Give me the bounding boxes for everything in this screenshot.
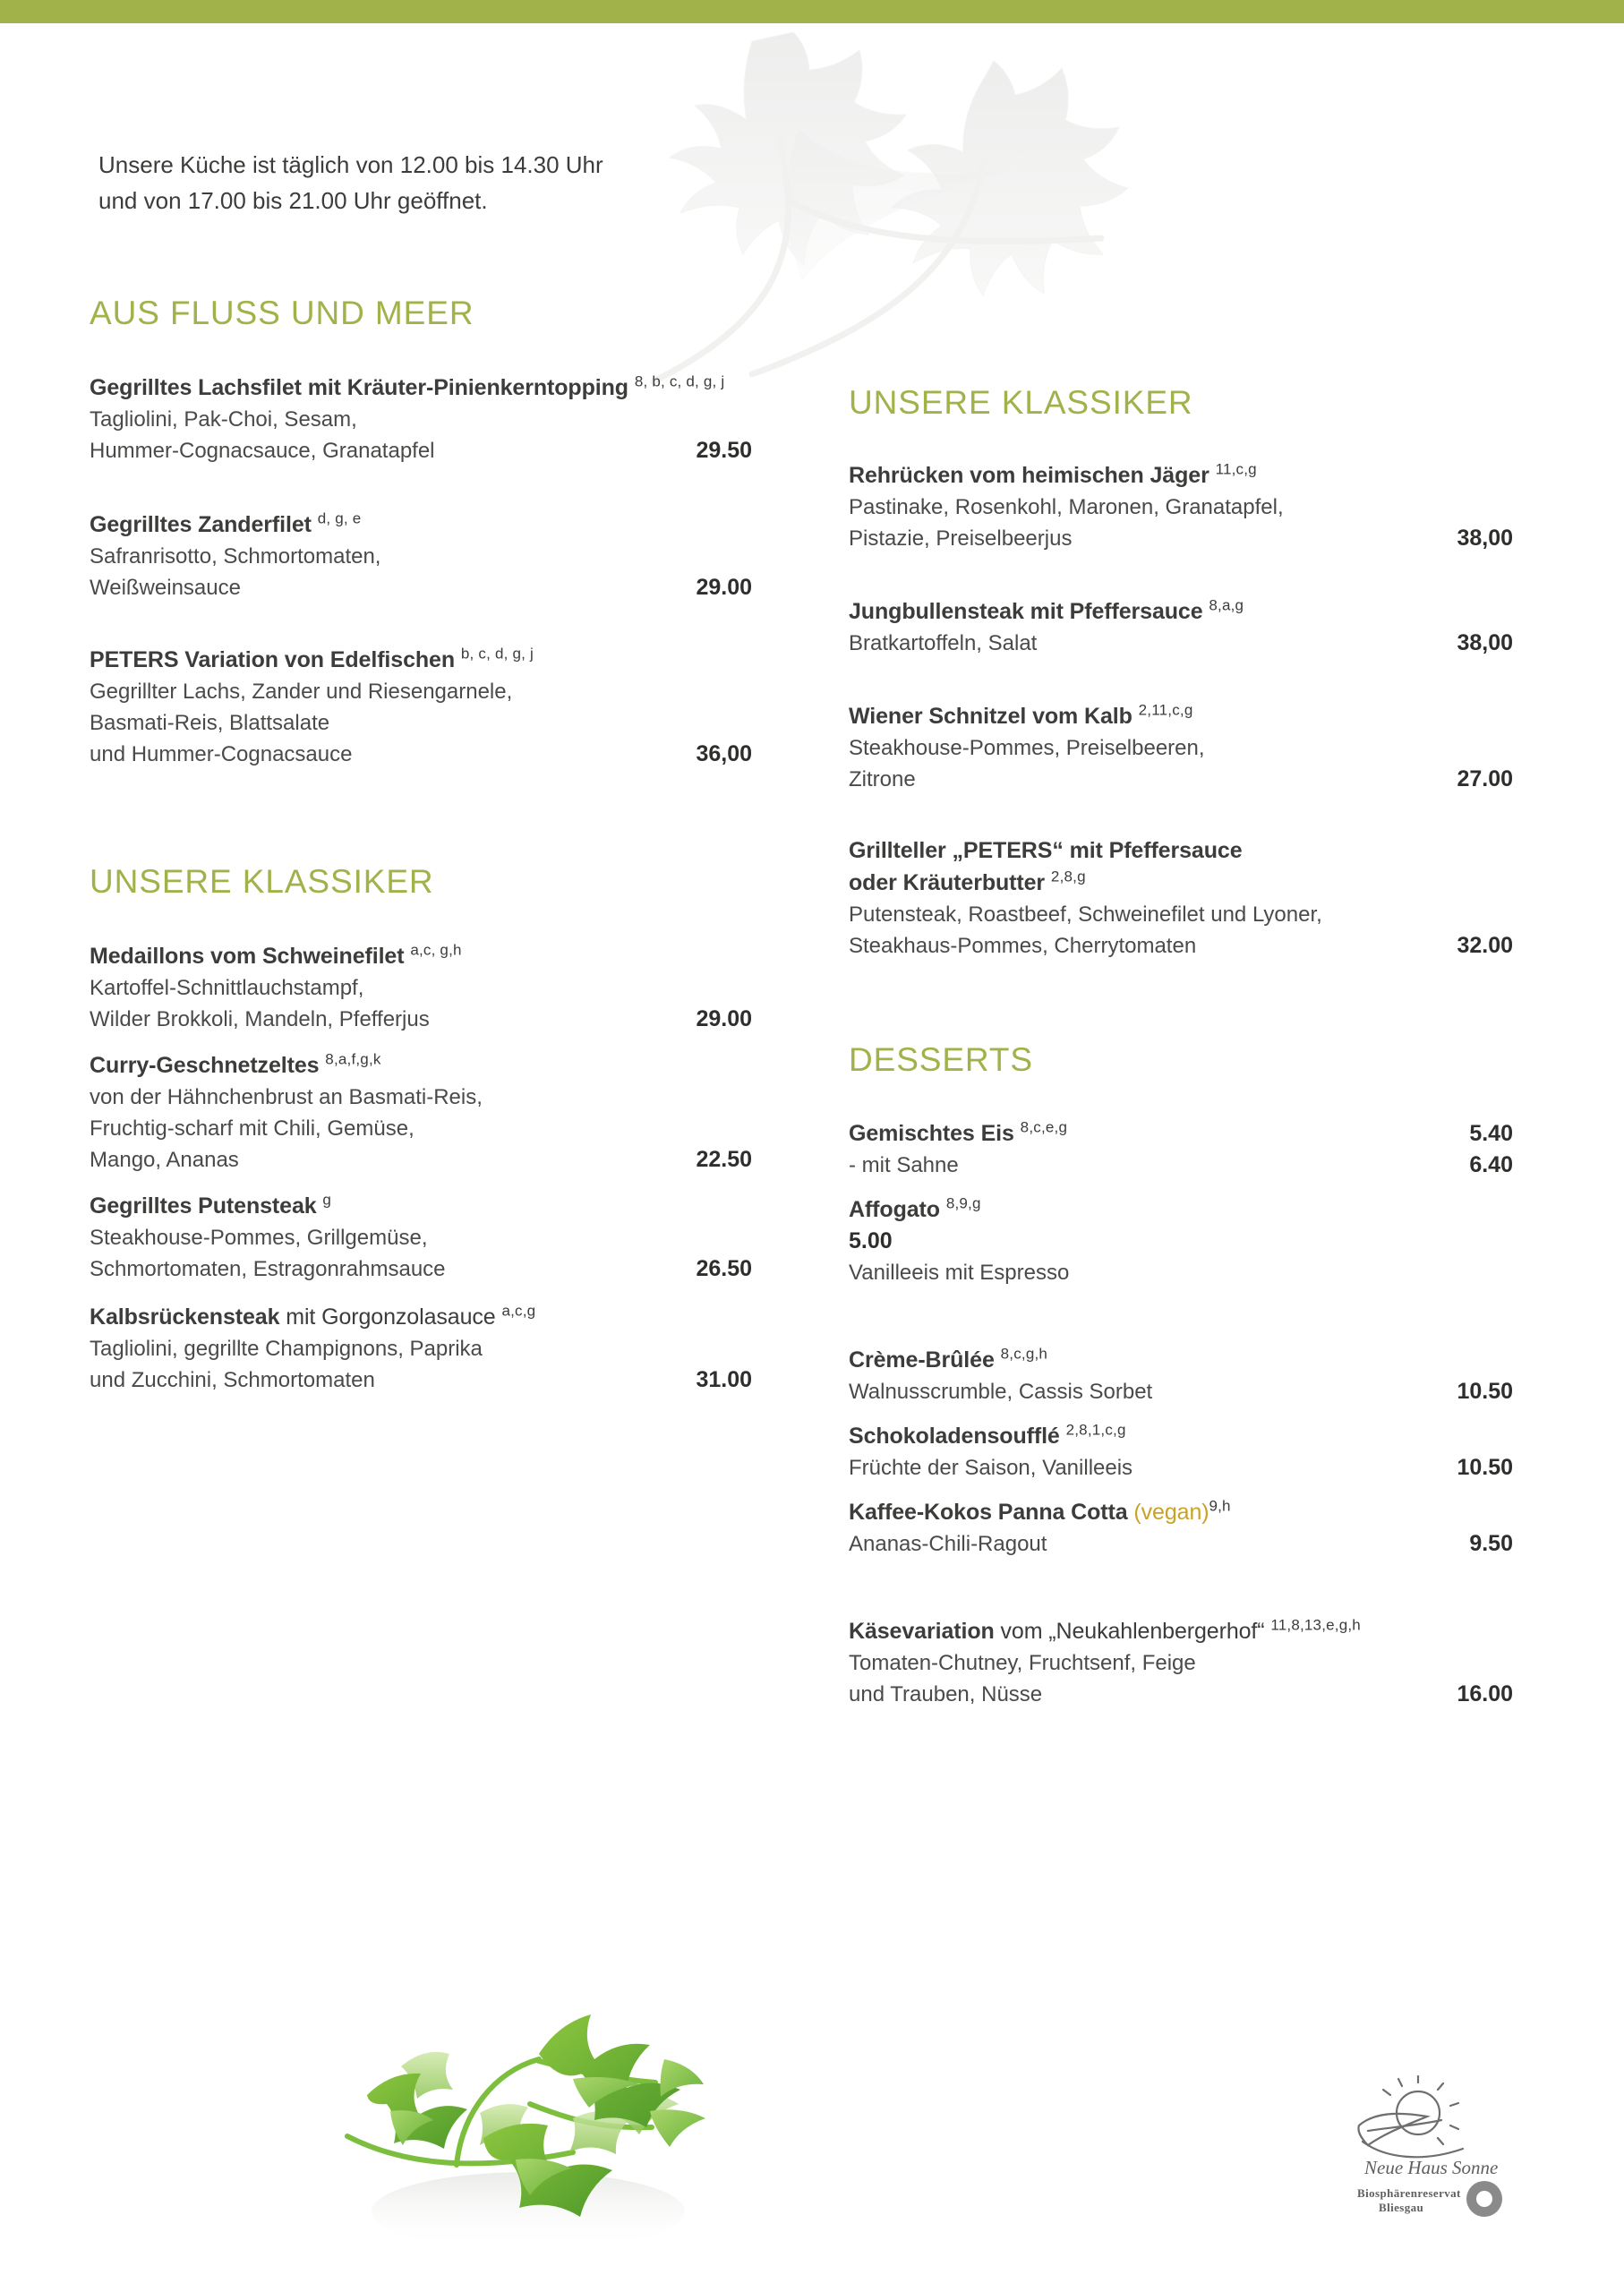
menu-item: [90, 509, 752, 603]
allergen-codes: 8,a,g: [1209, 596, 1244, 614]
menu-item: [849, 834, 1513, 962]
dish-price: 29.00: [696, 1006, 752, 1032]
dish-name: Kaffee-Kokos Panna Cotta: [849, 1500, 1128, 1526]
allergen-codes: 2,8,1,c,g: [1065, 1422, 1126, 1440]
dish-name: Jungbullensteak mit Pfeffersauce: [849, 598, 1203, 624]
dish-description-line: Tagliolini, Pak-Choi, Sesam,: [90, 406, 357, 432]
dish-description-line: Steakhaus-Pommes, Cherrytomaten: [849, 933, 1197, 958]
dish-name: Schokoladensoufflé: [849, 1424, 1060, 1450]
dish-name: Kalbsrückensteak: [90, 1304, 280, 1330]
dish-description-line: Tagliolini, gegrillte Champignons, Paprika: [90, 1337, 483, 1362]
section-heading-desserts: DESSERTS: [849, 1040, 1033, 1078]
dish-title: [90, 372, 752, 404]
biosphere-reserve-logo: [1341, 2075, 1511, 2228]
dish-description-line: und Zucchini, Schmortomaten: [90, 1368, 375, 1393]
dish-price: 5.00: [849, 1228, 893, 1254]
dish-title: [849, 1615, 1513, 1647]
dish-price: 10.50: [1457, 1379, 1513, 1405]
dish-title: [849, 834, 1513, 867]
dish-price: 26.50: [696, 1256, 752, 1282]
menu-item: [849, 1420, 1513, 1484]
dish-description-line: und Trauben, Nüsse: [849, 1682, 1043, 1707]
dish-price: 27.00: [1457, 765, 1513, 791]
allergen-codes: 8,c,e,g: [1020, 1119, 1068, 1137]
allergen-codes: b, c, d, g, j: [460, 645, 534, 663]
dish-title: [90, 1049, 752, 1082]
opening-hours-line-2: und von 17.00 bis 21.00 Uhr geöffnet.: [98, 187, 488, 214]
dish-price: 22.50: [696, 1147, 752, 1173]
dish-price: 38,00: [1457, 525, 1513, 551]
dish-name: PETERS Variation von Edelfischen: [90, 646, 456, 672]
dish-description-line: Basmati-Reis, Blattsalate: [90, 710, 330, 735]
dish-description-line: Bratkartoffeln, Salat: [849, 630, 1038, 655]
dish-price: 38,00: [1457, 629, 1513, 655]
dish-title: [90, 940, 752, 972]
dish-price: 5.40: [1469, 1121, 1513, 1147]
dish-name: Affogato: [849, 1197, 940, 1223]
dish-price: 32.00: [1457, 932, 1513, 958]
dish-name-suffix: mit Gorgonzolasauce: [279, 1304, 496, 1330]
dish-title: [849, 1496, 1513, 1528]
menu-item: [90, 644, 752, 770]
menu-item: [849, 595, 1513, 659]
dish-description-line: Mango, Ananas: [90, 1148, 239, 1173]
dish-price: 16.00: [1457, 1681, 1513, 1707]
dish-title: [90, 644, 752, 676]
dish-price: 31.00: [696, 1367, 752, 1393]
section-heading-aus-fluss-und-meer: AUS FLUSS UND MEER: [90, 295, 474, 331]
opening-hours-line-1: Unsere Küche ist täglich von 12.00 bis 14.30 Uhr: [98, 151, 603, 178]
menu-item: [849, 1117, 1513, 1181]
menu-item: [849, 1344, 1513, 1407]
parsley-illustration: [304, 1961, 725, 2265]
dish-name-continuation: oder Kräuterbutter: [849, 869, 1046, 895]
left-column: [90, 295, 752, 1396]
dish-name: Wiener Schnitzel vom Kalb: [849, 703, 1133, 729]
dish-title: [90, 1190, 752, 1222]
allergen-codes: 8,9,g: [945, 1195, 981, 1213]
vegan-badge: (vegan): [1133, 1500, 1209, 1526]
dish-title: [849, 1117, 1380, 1150]
dish-title: [90, 1301, 752, 1333]
section-heading-unsere-klassiker-right: UNSERE KLASSIKER: [849, 384, 1193, 421]
dish-name: Grillteller „PETERS“ mit Pfeffersauce: [849, 837, 1243, 863]
dish-description-line: Weißweinsauce: [90, 575, 241, 600]
dish-name: Käsevariation: [849, 1619, 995, 1645]
ring-mark-icon: [1466, 2181, 1502, 2217]
allergen-codes: 2,8,g: [1050, 868, 1086, 885]
dish-name: Medaillons vom Schweinefilet: [90, 944, 405, 970]
dish-variant-price: 6.40: [1469, 1152, 1513, 1178]
logo-line-1: Biosphärenreservat: [1357, 2186, 1461, 2200]
dish-title: [849, 700, 1513, 732]
allergen-codes: 11,8,13,e,g,h: [1270, 1617, 1361, 1635]
dish-description-line: Steakhouse-Pommes, Preiselbeeren,: [849, 735, 1205, 760]
dish-title: [849, 1344, 1513, 1376]
allergen-codes: 8,a,f,g,k: [325, 1051, 381, 1069]
dish-title: [849, 595, 1513, 628]
dish-description-line: Ananas-Chili-Ragout: [849, 1532, 1047, 1557]
menu-item: [849, 1496, 1513, 1560]
dish-name: Gegrilltes Lachsfilet mit Kräuter-Pinienkerntopping: [90, 374, 628, 400]
dish-description-line: Hummer-Cognacsauce, Granatapfel: [90, 438, 435, 463]
dish-description-line: Vanilleeis mit Espresso: [849, 1261, 1070, 1286]
top-accent-bar: [0, 0, 1624, 23]
dish-name: Gegrilltes Zanderfilet: [90, 511, 312, 537]
dish-description-line: Pistazie, Preiselbeerjus: [849, 526, 1073, 551]
dish-title: [849, 1420, 1513, 1452]
dish-description-line: Kartoffel-Schnittlauchstampf,: [90, 976, 364, 1001]
opening-hours: [98, 147, 779, 218]
dish-description-line: und Hummer-Cognacsauce: [90, 741, 353, 766]
menu-item: [90, 1301, 752, 1396]
menu-item: [849, 459, 1513, 554]
dish-description-line: von der Hähnchenbrust an Basmati-Reis,: [90, 1085, 483, 1110]
dish-price: 9.50: [1469, 1531, 1513, 1557]
dish-description-line: Gegrillter Lachs, Zander und Riesengarnele,: [90, 679, 513, 704]
dish-description-line: Walnusscrumble, Cassis Sorbet: [849, 1380, 1153, 1405]
dish-name: Rehrücken vom heimischen Jäger: [849, 462, 1209, 488]
dish-price: 10.50: [1457, 1455, 1513, 1481]
allergen-codes: a,c,g: [501, 1303, 536, 1321]
allergen-codes: g: [322, 1192, 332, 1210]
allergen-codes: 9,h: [1209, 1498, 1231, 1516]
allergen-codes: 8, b, c, d, g, j: [634, 372, 725, 390]
menu-item: [90, 372, 752, 466]
dish-name: Curry-Geschnetzeltes: [90, 1053, 320, 1079]
dish-price: 29.00: [696, 574, 752, 600]
allergen-codes: 2,11,c,g: [1138, 701, 1193, 719]
allergen-codes: a,c, g,h: [410, 942, 462, 960]
section-heading-unsere-klassiker-left: UNSERE KLASSIKER: [90, 862, 434, 900]
menu-item: [90, 1049, 752, 1176]
menu-item: [849, 1615, 1513, 1710]
dish-title: [849, 1193, 1513, 1226]
logo-script-text: Neue Haus Sonne: [1364, 2157, 1499, 2178]
right-column: [849, 385, 1513, 1710]
dish-description-line: Steakhouse-Pommes, Grillgemüse,: [90, 1226, 428, 1251]
logo-line-2: Bliesgau: [1379, 2201, 1424, 2214]
allergen-codes: 11,c,g: [1215, 460, 1257, 478]
menu-item: [849, 1193, 1513, 1288]
menu-item: [90, 1190, 752, 1285]
menu-item: [849, 700, 1513, 795]
dish-title: [90, 509, 752, 541]
dish-description-line: Putensteak, Roastbeef, Schweinefilet und Lyoner,: [849, 902, 1322, 927]
allergen-codes: 8,c,g,h: [1000, 1346, 1048, 1364]
allergen-codes: d, g, e: [317, 509, 362, 527]
dish-description-line: Wilder Brokkoli, Mandeln, Pfefferjus: [90, 1007, 430, 1032]
dish-name-suffix: vom „Neukahlenbergerhof“: [994, 1619, 1265, 1645]
dish-price: 36,00: [696, 740, 752, 766]
dish-description-line: Tomaten-Chutney, Fruchtsenf, Feige: [849, 1651, 1196, 1676]
menu-item: [90, 940, 752, 1035]
dish-description-line: Fruchtig-scharf mit Chili, Gemüse,: [90, 1116, 415, 1142]
dish-variant-label: - mit Sahne: [849, 1153, 959, 1178]
dish-description-line: Früchte der Saison, Vanilleeis: [849, 1456, 1133, 1481]
dish-description-line: Zitrone: [849, 766, 916, 791]
dish-name: Crème-Brûlée: [849, 1347, 995, 1373]
dish-name: Gemischtes Eis: [849, 1121, 1014, 1147]
dish-description-line: Safranrisotto, Schmortomaten,: [90, 543, 381, 569]
dish-title: [849, 459, 1513, 492]
dish-title-line-2: [849, 867, 1513, 899]
dish-name: Gegrilltes Putensteak: [90, 1193, 317, 1219]
dish-price: 29.50: [696, 437, 752, 463]
dish-description-line: Pastinake, Rosenkohl, Maronen, Granatapfel,: [849, 494, 1284, 519]
dish-description-line: Schmortomaten, Estragonrahmsauce: [90, 1257, 446, 1282]
